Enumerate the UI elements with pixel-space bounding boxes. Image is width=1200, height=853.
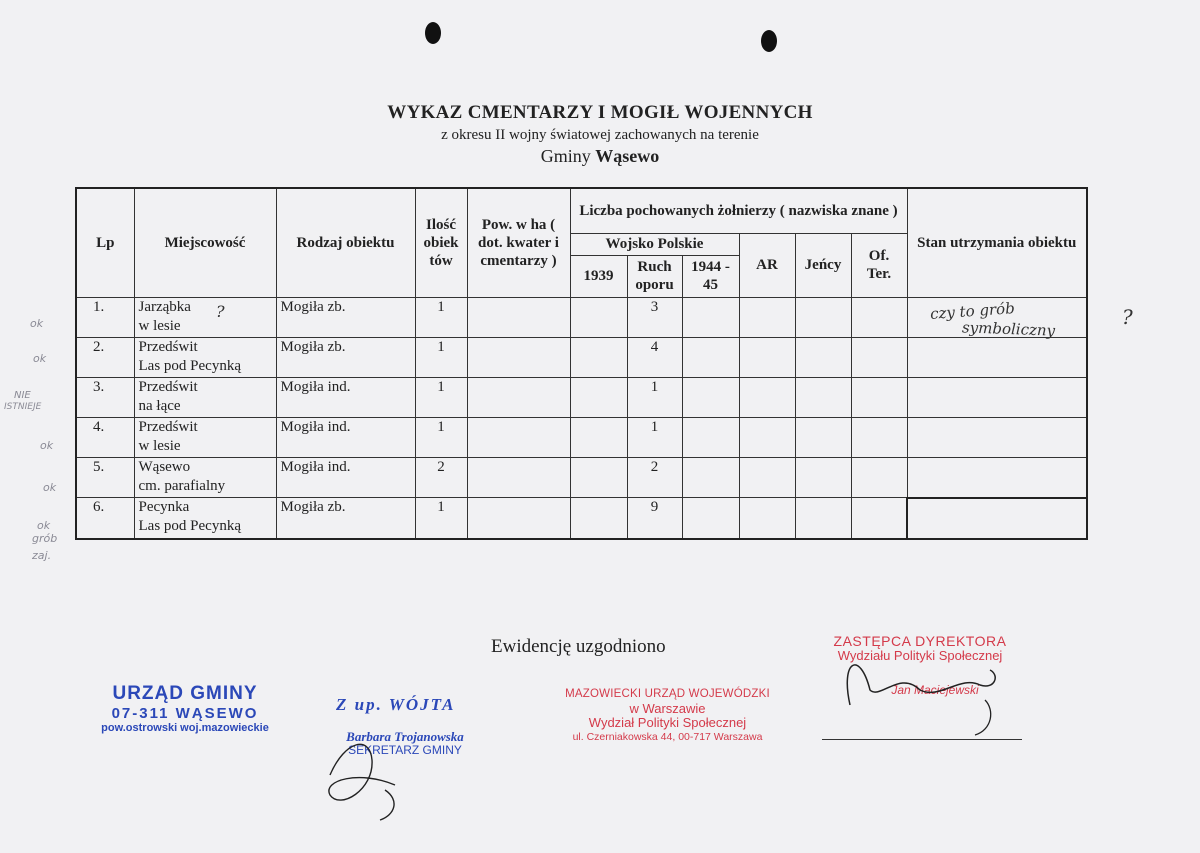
cell-place: Jarząbka w lesie — [134, 297, 276, 337]
director-signature-tail — [975, 700, 991, 735]
cell-lp: 6. — [76, 498, 134, 539]
header-of-ter: Of. Ter. — [851, 233, 907, 297]
table-row — [76, 457, 1087, 498]
header-lp: Lp — [76, 188, 134, 297]
cell-resistance: 2 — [627, 457, 682, 498]
cell-type: Mogiła zb. — [276, 498, 415, 539]
commune-line — [0, 146, 1200, 167]
header-object-count: Ilość obiek tów — [415, 188, 467, 297]
margin-note: ok — [40, 439, 54, 452]
secretary-stamp: Z up. WÓJTA Barbara Trojanowska SEKRETARZ GMINY — [336, 695, 464, 757]
cell-count: 1 — [415, 417, 467, 457]
header-buried-count: Liczba pochowanych żołnierzy ( nazwiska znane ) — [570, 188, 907, 233]
cell-place: Przedświt na łące — [134, 377, 276, 417]
handwritten-question-mark: ? — [1122, 305, 1133, 329]
cell-type: Mogiła zb. — [276, 297, 415, 337]
cell-lp: 1. — [76, 297, 134, 337]
cell-count: 1 — [415, 297, 467, 337]
header-pow: Jeńcy — [795, 233, 851, 297]
header-resistance: Ruch oporu — [627, 255, 682, 297]
cell-type: Mogiła zb. — [276, 337, 415, 377]
table-row — [76, 337, 1087, 377]
document-title: WYKAZ CMENTARZY I MOGIŁ WOJENNYCH — [387, 102, 813, 123]
header-1944: 1944 - 45 — [682, 255, 739, 297]
margin-note: NIE — [14, 390, 31, 401]
agreement-label: Ewidencję uzgodniono — [491, 636, 666, 657]
cell-lp: 2. — [76, 337, 134, 377]
margin-note: zaj. — [32, 549, 52, 562]
punch-hole — [425, 22, 441, 44]
cell-place: Przedświt w lesie — [134, 417, 276, 457]
cell-type: Mogiła ind. — [276, 377, 415, 417]
cell-lp: 3. — [76, 377, 134, 417]
handwritten-note-line2: symboliczny — [961, 318, 1056, 340]
cell-type: Mogiła ind. — [276, 457, 415, 498]
handwritten-question-mark: ? — [216, 302, 225, 321]
cell-count: 2 — [415, 457, 467, 498]
commune-prefix: Gminy — [540, 146, 591, 166]
cell-maintenance — [907, 417, 1087, 457]
cell-maintenance — [907, 457, 1087, 498]
margin-note: ISTNIEJE — [4, 402, 42, 412]
punch-hole — [761, 30, 777, 52]
cell-resistance: 1 — [627, 377, 682, 417]
cell-lp: 5. — [76, 457, 134, 498]
cell-resistance: 4 — [627, 337, 682, 377]
voivodeship-office-stamp: MAZOWIECKI URZĄD WOJEWÓDZKI w Warszawie Wydział Polityki Społecznej ul. Czerniakowska 44, 00-717 Warszawa — [565, 688, 770, 743]
header-maintenance: Stan utrzymania obiektu — [907, 188, 1087, 297]
table-row — [76, 498, 1087, 539]
cell-resistance: 9 — [627, 498, 682, 539]
header-place: Miejscowość — [134, 188, 276, 297]
header-area: Pow. w ha ( dot. kwater i cmentarzy ) — [467, 188, 570, 297]
cell-resistance: 3 — [627, 297, 682, 337]
table-row — [76, 377, 1087, 417]
cell-type: Mogiła ind. — [276, 417, 415, 457]
margin-note: ok — [37, 519, 51, 532]
header-1939: 1939 — [570, 255, 627, 297]
header-object-type: Rodzaj obiektu — [276, 188, 415, 297]
cell-maintenance — [907, 377, 1087, 417]
cell-count: 1 — [415, 377, 467, 417]
cell-place: Przedświt Las pod Pecynką — [134, 337, 276, 377]
header-ar: AR — [739, 233, 795, 297]
table-row — [76, 417, 1087, 457]
signature-line — [822, 739, 1022, 740]
cell-count: 1 — [415, 337, 467, 377]
cell-maintenance — [907, 498, 1087, 539]
margin-note: ok — [30, 317, 44, 330]
deputy-director-stamp: ZASTĘPCA DYREKTORA Wydziału Polityki Społecznej Jan Maciejewski — [833, 633, 1007, 697]
cell-place: Wąsewo cm. parafialny — [134, 457, 276, 498]
document-subtitle: z okresu II wojny światowej zachowanych na terenie — [441, 127, 759, 143]
margin-note: ok — [43, 481, 57, 494]
handwritten-note-line1: czy to grób — [929, 299, 1016, 323]
cell-resistance: 1 — [627, 417, 682, 457]
margin-note: grób — [32, 532, 58, 545]
cell-maintenance — [907, 337, 1087, 377]
header-polish-army: Wojsko Polskie — [570, 233, 739, 255]
commune-office-stamp: URZĄD GMINY 07-311 WĄSEWO pow.ostrowski woj.mazowieckie — [101, 683, 269, 734]
cell-lp: 4. — [76, 417, 134, 457]
margin-note: ok — [33, 352, 47, 365]
cell-count: 1 — [415, 498, 467, 539]
cell-place: Pecynka Las pod Pecynką — [134, 498, 276, 539]
cemetery-register-table — [75, 187, 1088, 540]
commune-name: Wąsewo — [595, 146, 660, 166]
